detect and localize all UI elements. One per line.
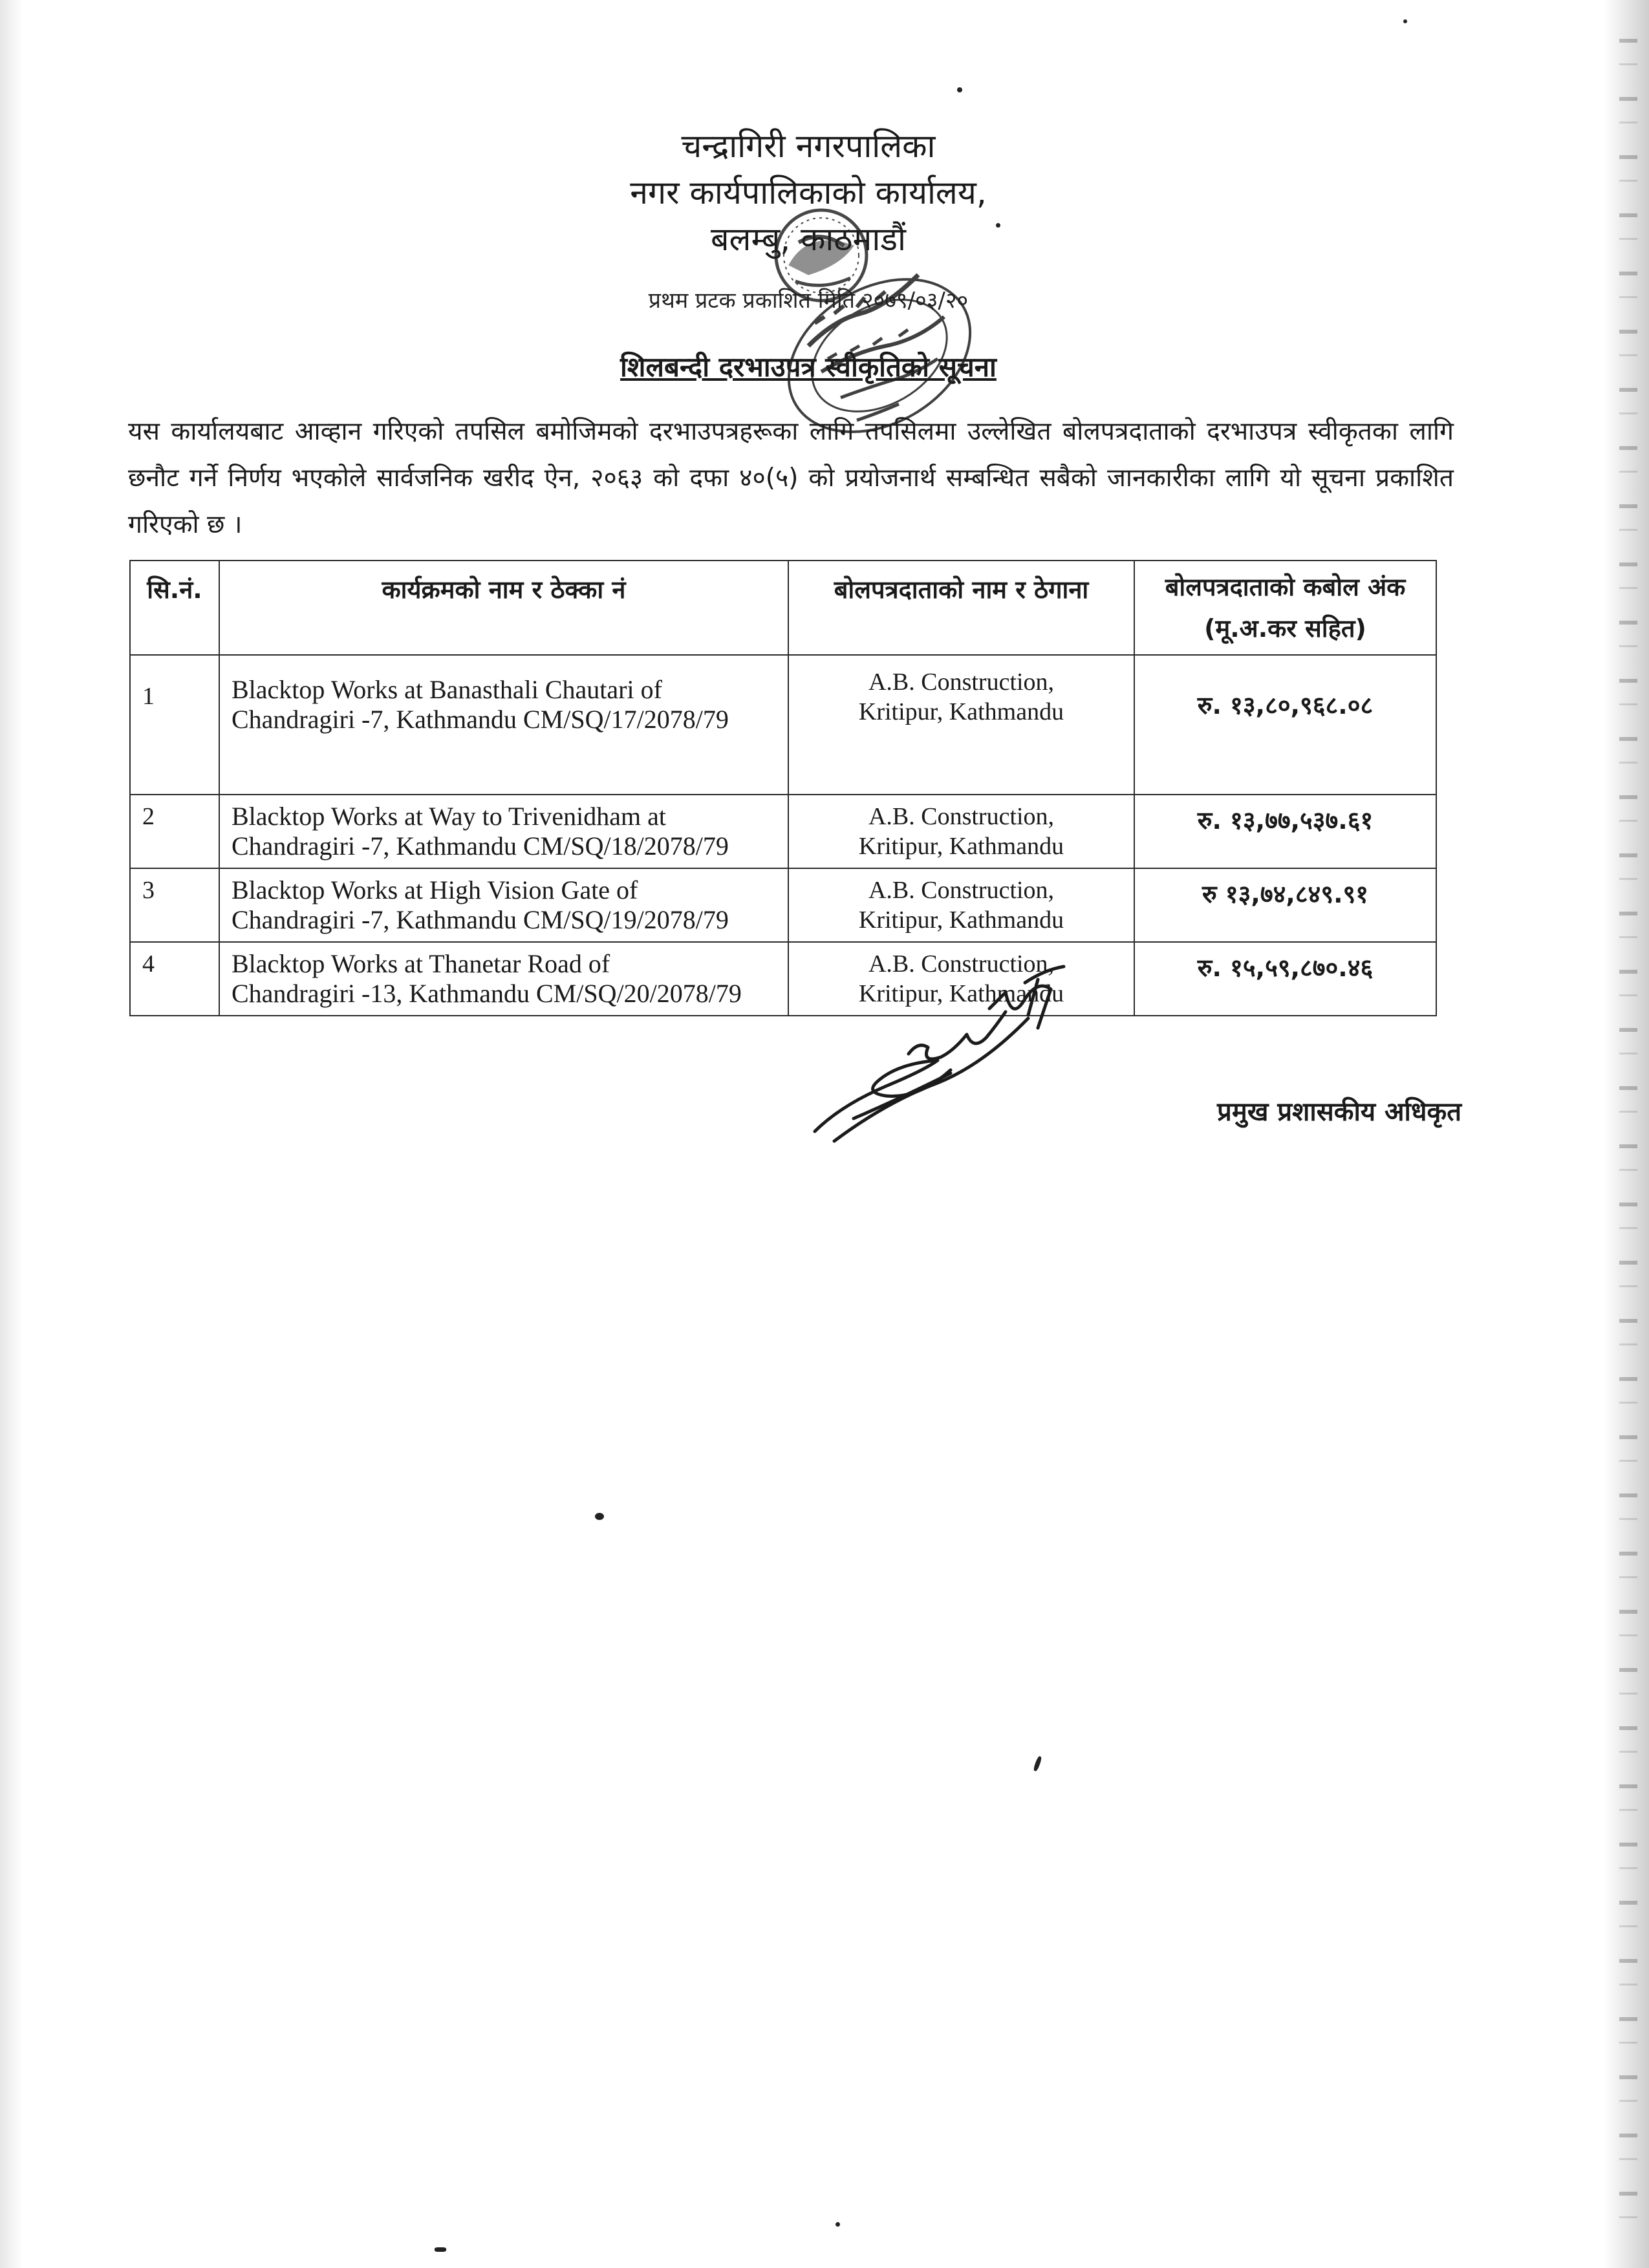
row-amount: रु. १३,८०,९६८.०८	[1134, 655, 1436, 795]
publication-reference: प्रथम प्रटक प्रकाशित मिति २०७९/०३/२०	[648, 288, 969, 314]
scan-speck	[1033, 1756, 1042, 1772]
row-bidder-line: Kritipur, Kathmandu	[858, 698, 1064, 725]
office-location: बलम्बु, काठमाडौं	[711, 220, 906, 258]
row-work-line: Chandragiri -13, Kathmandu CM/SQ/20/2078/79	[232, 979, 742, 1008]
row-bidder	[788, 655, 1134, 795]
row-work	[219, 942, 788, 1016]
row-work-line: Blacktop Works at Thanetar Road of	[232, 949, 610, 978]
row-sn: 4	[130, 942, 219, 1016]
row-bidder-line: Kritipur, Kathmandu	[858, 906, 1064, 934]
row-bidder	[788, 868, 1134, 942]
bid-acceptance-table	[129, 560, 1437, 1016]
table-row	[130, 655, 1436, 795]
row-amount: रु १३,७४,८४९.९१	[1134, 868, 1436, 942]
scan-speck	[835, 2222, 840, 2227]
row-bidder-line: Kritipur, Kathmandu	[858, 833, 1064, 860]
notice-title: शिलबन्दी दरभाउपत्र स्वीकृतिको सूचना	[620, 351, 997, 383]
row-bidder-line: A.B. Construction,	[868, 950, 1055, 978]
header-sn: सि.नं.	[130, 561, 219, 655]
row-sn: 2	[130, 795, 219, 868]
row-sn: 1	[130, 655, 219, 795]
office-name: नगर कार्यपालिकाको कार्यालय,	[630, 174, 987, 211]
row-bidder-line: A.B. Construction,	[868, 669, 1055, 696]
row-work	[219, 868, 788, 942]
row-amount: रु. १३,७७,५३७.६१	[1134, 795, 1436, 868]
intro-paragraph: यस कार्यालयबाट आव्हान गरिएको तपसिल बमोजिमको दरभाउपत्रहरूका लागि तपसिलमा उल्लेखित बोलपत्रदाताको दरभाउपत्र स्वीकृतका लागि छनौट गर्ने निर्णय भएकोले सार्वजनिक खरीद ऐन, २०६३ को दफा ४०(५) को प्रयोजनार्थ सम्बन्धित सबैको जानकारीका लागि यो सूचना प्रकाशित गरिएको छ ।	[128, 417, 1454, 539]
scan-speck	[957, 87, 962, 92]
scan-edge-marks	[1619, 39, 1637, 2237]
table-row	[130, 868, 1436, 942]
row-work	[219, 795, 788, 868]
row-amount: रु. १५,५९,८७०.४६	[1134, 942, 1436, 1016]
row-work-line: Chandragiri -7, Kathmandu CM/SQ/18/2078/79	[232, 831, 729, 861]
scan-speck	[435, 2247, 446, 2252]
header-bidder: बोलपत्रदाताको नाम र ठेगाना	[788, 561, 1134, 655]
scan-edge-left	[0, 0, 23, 2268]
row-work-line: Chandragiri -7, Kathmandu CM/SQ/17/2078/79	[232, 705, 729, 734]
municipality-name: चन्द्रागिरी नगरपालिका	[681, 127, 936, 165]
row-work-line: Blacktop Works at Banasthali Chautari of	[232, 675, 662, 704]
row-work-line: Blacktop Works at Way to Trivenidham at	[232, 802, 667, 831]
row-bidder	[788, 795, 1134, 868]
row-sn: 3	[130, 868, 219, 942]
table-row	[130, 795, 1436, 868]
row-bidder-line: A.B. Construction,	[868, 803, 1055, 830]
municipal-seal-icon	[744, 204, 983, 443]
row-work-line: Blacktop Works at High Vision Gate of	[232, 875, 638, 904]
table-header-row	[130, 561, 1436, 655]
header-program: कार्यक्रमको नाम र ठेक्का नं	[219, 561, 788, 655]
scan-speck	[1403, 19, 1407, 23]
row-bidder-line: Kritipur, Kathmandu	[858, 980, 1064, 1007]
scan-speck	[595, 1513, 604, 1520]
row-work	[219, 655, 788, 795]
officer-title: प्रमुख प्रशासकीय अधिकृत	[1217, 1097, 1461, 1127]
table-row	[130, 942, 1436, 1016]
row-bidder-line: A.B. Construction,	[868, 877, 1055, 904]
header-amount: बोलपत्रदाताको कबोल अंक (मू.अ.कर सहित)	[1134, 561, 1436, 655]
row-work-line: Chandragiri -7, Kathmandu CM/SQ/19/2078/79	[232, 905, 729, 934]
handwritten-signature-icon	[795, 957, 1099, 1151]
